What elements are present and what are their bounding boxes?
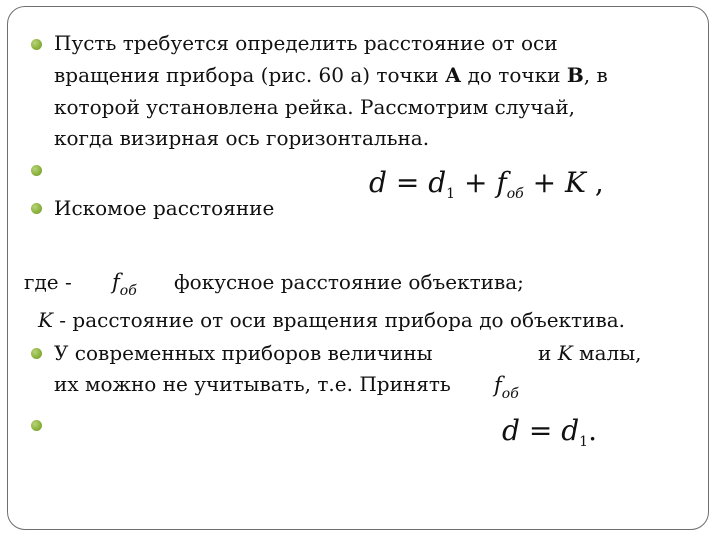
formula-symbol: K (565, 166, 586, 199)
formula-subscript: об (501, 386, 519, 402)
formula-operator: = (395, 166, 420, 199)
formula-operator: + (532, 166, 557, 199)
formula-focal-symbol (112, 266, 137, 307)
formula-operator: = (528, 414, 553, 447)
paragraph-line: Пусть требуется определить расстояние от оси (54, 31, 558, 55)
text-span: и (538, 341, 552, 365)
formula-operator: . (588, 414, 597, 447)
paragraph-line: У современных приборов величины (54, 341, 433, 365)
formula-symbol: f (112, 270, 120, 294)
k-symbol: K (38, 308, 53, 332)
bullet-point (31, 348, 42, 359)
formula-subscript: об (119, 283, 137, 299)
formula-subscript: 1 (446, 186, 456, 202)
formula-distance (369, 167, 604, 210)
formula-symbol: d (369, 166, 387, 199)
definition-line (38, 306, 625, 335)
definition-prefix: где - (24, 270, 72, 294)
bullet-point (31, 420, 42, 431)
formula-symbol: f (496, 166, 507, 199)
point-a-label: А (444, 63, 462, 87)
text-span: до точки (461, 63, 567, 87)
point-b-label: В (566, 63, 584, 87)
formula-subscript: 1 (579, 434, 589, 450)
definition-text: фокусное расстояние объектива; (174, 270, 524, 294)
text-span: , в (583, 63, 608, 87)
formula-symbol: d (561, 414, 580, 447)
formula-symbol: f (494, 373, 502, 397)
paragraph-line: Искомое расстояние (54, 196, 275, 220)
text-span: малы, (572, 341, 642, 365)
formula-symbol: d (428, 166, 447, 199)
text-span: вращения прибора (рис. 60 а) точки (54, 63, 445, 87)
paragraph-line: когда визирная ось горизонтальна. (54, 126, 430, 150)
formula-operator: , (594, 166, 604, 199)
bullet-point (31, 39, 42, 50)
bullet-point (31, 203, 42, 214)
formula-symbol: d (502, 414, 520, 447)
text-span: - расстояние от оси вращения прибора до объектива. (52, 308, 625, 332)
paragraph-line (538, 339, 641, 368)
paragraph-line: которой установлена рейка. Рассмотрим случай, (54, 95, 576, 119)
formula-result (502, 415, 597, 458)
formula-focal-symbol (494, 369, 519, 410)
formula-subscript: об (506, 186, 524, 202)
formula-operator: + (463, 166, 488, 199)
bullet-point (31, 165, 42, 176)
k-symbol: K (557, 341, 573, 365)
paragraph-line (54, 61, 608, 90)
paragraph-line: их можно не учитывать, т.е. Принять (54, 372, 451, 396)
